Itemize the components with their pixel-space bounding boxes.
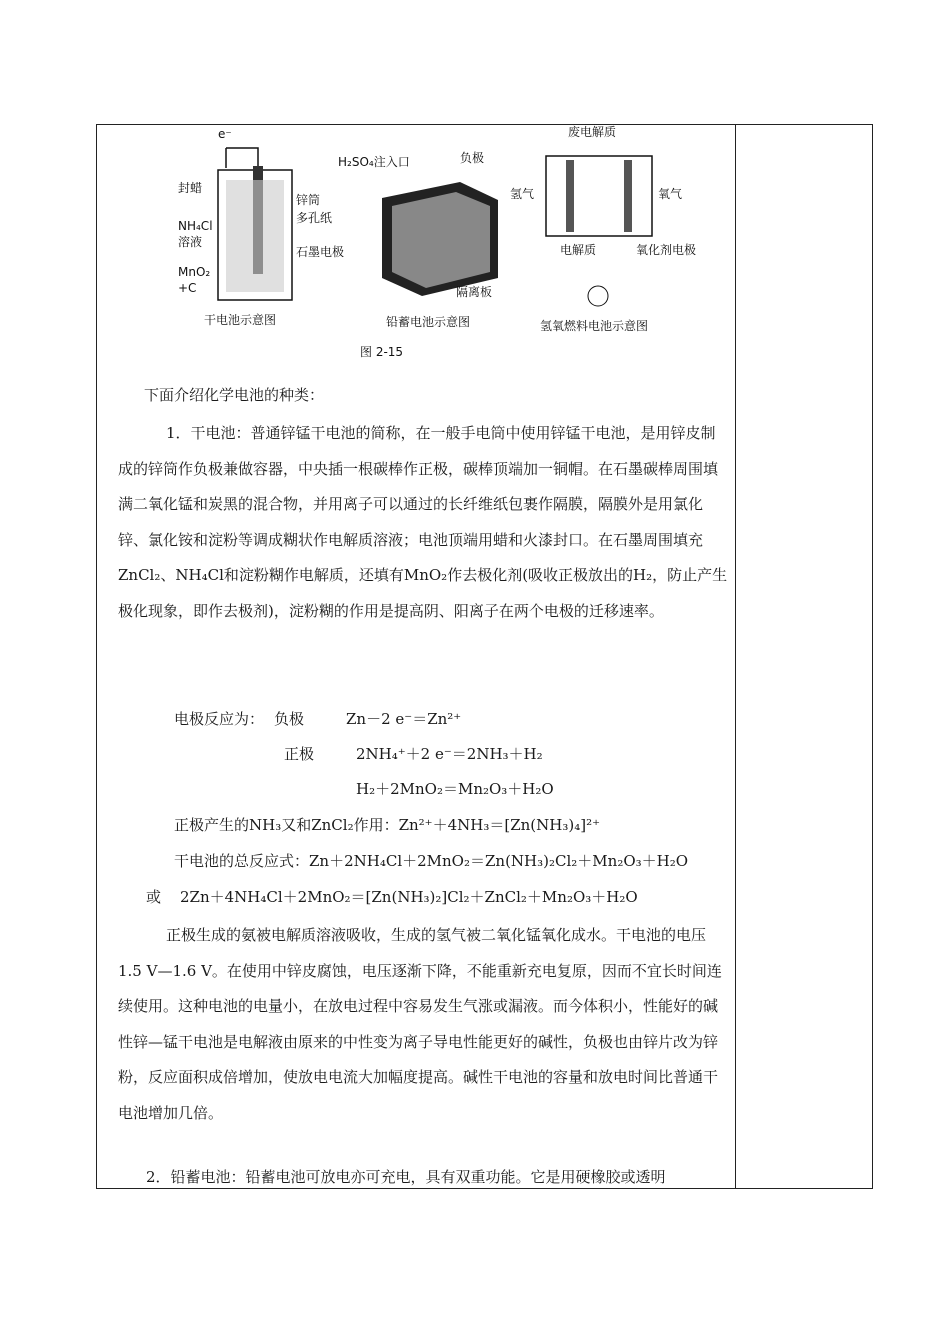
paragraph-dry-cell-properties: 正极生成的氨被电解质溶液吸收，生成的氢气被二氧化锰氧化成水。干电池的电压1.5 V—1.6 V。在使用中锌皮腐蚀，电压逐渐下降，不能重新充电复原，因而不宜长时间连续使用。这种电池的电量小，在放电过程中容易发生气涨或漏液。而今体积小，性能好的碱性锌—锰干电池是电解液由原来的中性变为离子导电性能更好的碱性，负极也由锌片改为锌粉，反应面积成倍增加，使放电电流大加幅度提高。碱性干电池的容量和放电时间比普通干电池增加几倍。: [118, 926, 722, 1122]
positive-equation-2: H₂＋2MnO₂＝Mn₂O₃＋H₂O: [356, 780, 554, 798]
separator-label: 隔离板: [456, 285, 493, 299]
paragraph-dry-cell: 1．干电池：普通锌锰干电池的简称，在一般手电筒中使用锌锰干电池，是用锌皮制成的锌筒作负极兼做容器，中央插一根碳棒作正极，碳棒顶端加一铜帽。在石墨碳棒周围填满二氧化锰和炭黑的混合物，并用离子可以通过的长纤维纸包裹作隔膜，隔膜外是用氯化锌、氯化铵和淀粉等调成糊状作电解质溶液；电池顶端用蜡和火漆封口。在石墨周围填充ZnCl₂、NH₄Cl和淀粉糊作电解质，还填有MnO₂作去极化剂(吸收正极放出的H₂，防止产生极化现象，即作去极剂)，淀粉糊的作用是提高阴、阳离子在两个电极的迁移速率。: [118, 424, 728, 620]
dry-cell-caption: 干电池示意图: [204, 313, 277, 327]
lead-cell-diagram: [338, 150, 498, 329]
positive-equation-1: 2NH₄⁺＋2 e⁻＝2NH₃＋H₂: [356, 745, 543, 763]
waste-electrolyte-label: 废电解质: [568, 125, 617, 139]
negative-equation: Zn－2 e⁻＝Zn²⁺: [346, 710, 462, 728]
electrolyte-label: 电解质: [560, 243, 597, 257]
total-equation-line: 干电池的总反应式：Zn＋2NH₄Cl＋2MnO₂＝Zn(NH₃)₂Cl₂＋Mn₂O₃＋H₂O: [174, 852, 689, 870]
figure-number: 图 2-15: [360, 345, 404, 359]
fuel-cell-diagram: [510, 124, 696, 333]
graphite-electrode-label: 石墨电极: [296, 245, 345, 259]
oxidant-electrode-label: 氧化剂电极: [636, 243, 697, 257]
porous-paper-label: 多孔纸: [296, 211, 333, 225]
fuel-cell-caption: 氢氧燃料电池示意图: [540, 319, 649, 333]
positive-label: 正极: [284, 745, 315, 763]
battery-diagrams: [160, 118, 740, 368]
h2so4-inlet-label: H₂SO₄注入口: [338, 155, 410, 169]
lead-cell-caption: 铅蓄电池示意图: [386, 315, 471, 329]
nh3-equation-line: 正极产生的NH₃又和ZnCl₂作用：Zn²⁺＋4NH₃＝[Zn(NH₃)₄]²⁺: [174, 816, 601, 834]
paragraph-lead-cell: 2．铅蓄电池：铅蓄电池可放电亦可充电，具有双重功能。它是用硬橡胶或透明: [146, 1168, 666, 1186]
mno2-label: MnO₂: [178, 265, 211, 279]
oxygen-label: 氧气: [658, 187, 683, 201]
hydrogen-label: 氢气: [510, 187, 535, 201]
negative-label: 负极: [274, 710, 305, 728]
or-label: 或: [146, 888, 162, 906]
nh4cl-label: NH₄Cl: [178, 219, 213, 233]
electron-label: e⁻: [218, 127, 232, 141]
zinc-can-label: 锌筒: [296, 193, 321, 207]
battery-figure: [160, 118, 740, 368]
negative-electrode-label: 负极: [460, 151, 485, 165]
solution-label: 溶液: [178, 235, 203, 249]
alternative-equation: 2Zn＋4NH₄Cl＋2MnO₂＝[Zn(NH₃)₂]Cl₂＋ZnCl₂＋Mn₂O₃＋H₂O: [180, 888, 638, 906]
eq-label: 电极反应为：: [174, 710, 265, 728]
intro-text: 下面介绍化学电池的种类：: [144, 386, 325, 404]
dry-cell-diagram: [178, 127, 344, 327]
mno2-c-label: +C: [178, 281, 197, 295]
seal-wax-label: 封蜡: [178, 181, 203, 195]
